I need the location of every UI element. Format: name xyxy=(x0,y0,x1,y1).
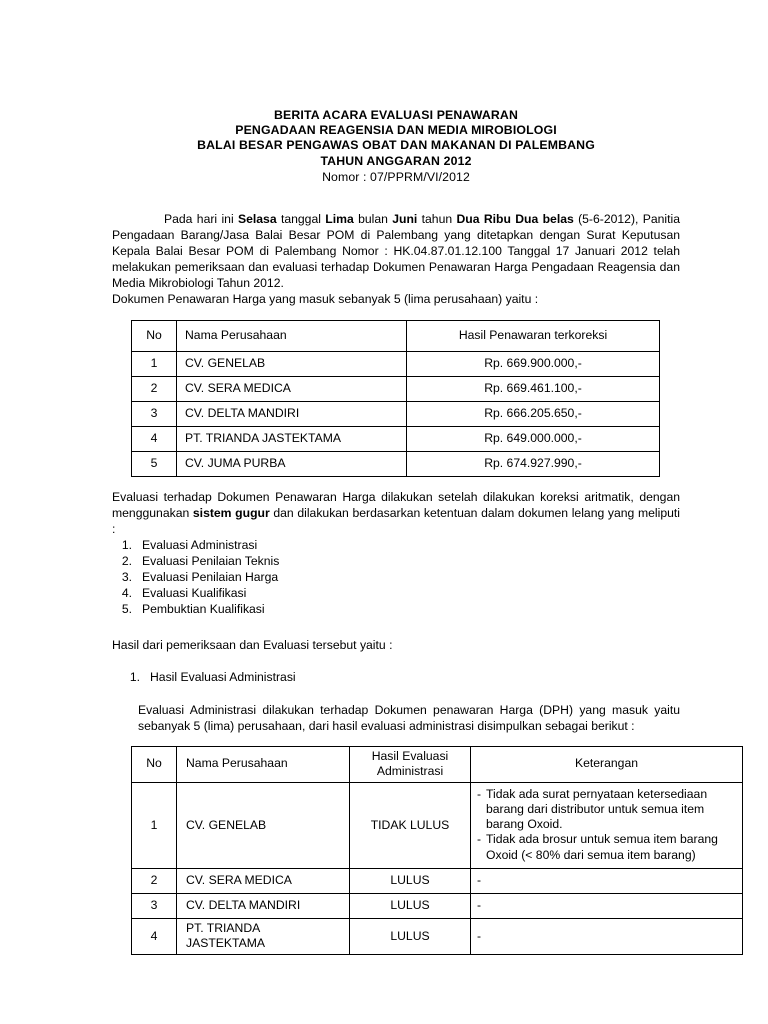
admin-table-header-row xyxy=(132,746,743,782)
table-row xyxy=(132,351,660,376)
intro-day: Selasa xyxy=(237,212,277,227)
table-row xyxy=(132,894,743,919)
admin-cell-company: CV. DELTA MANDIRI xyxy=(177,894,350,919)
list-item-number: 4. xyxy=(121,586,132,601)
admin-cell-note: - xyxy=(471,919,743,955)
list-item-number: 1. xyxy=(121,537,132,552)
list-item-number: 3. xyxy=(121,570,132,585)
title-line-1: BERITA ACARA EVALUASI PENAWARAN xyxy=(274,108,518,122)
offers-cell-company: CV. SERA MEDICA xyxy=(177,376,407,401)
dash-bullet: - xyxy=(477,786,482,801)
title-line-3: BALAI BESAR PENGAWAS OBAT DAN MAKANAN DI PALEMBANG xyxy=(197,138,595,153)
admin-cell-company: CV. GENELAB xyxy=(177,782,350,868)
admin-evaluation-table xyxy=(131,746,743,955)
admin-header-no: No xyxy=(132,746,177,782)
offers-cell-company: PT. TRIANDA JASTEKTAMA xyxy=(177,426,407,451)
offers-table xyxy=(131,320,660,477)
intro-month: Juni xyxy=(392,212,418,227)
status-badge: LULUS xyxy=(350,869,471,894)
table-row xyxy=(132,919,743,955)
offers-cell-company: CV. DELTA MANDIRI xyxy=(177,401,407,426)
list-item xyxy=(112,553,680,569)
status-badge: LULUS xyxy=(350,894,471,919)
list-item-number: 2. xyxy=(121,553,132,568)
admin-cell-note: - xyxy=(471,894,743,919)
results-section-list xyxy=(112,669,680,685)
list-item xyxy=(477,787,736,833)
offers-cell-amount: Rp. 649.000.000,- xyxy=(407,426,660,451)
offers-cell-amount: Rp. 674.927.990,- xyxy=(407,451,660,476)
admin-cell-no: 1 xyxy=(132,782,177,868)
status-badge: TIDAK LULUS xyxy=(350,782,471,868)
offers-cell-no: 3 xyxy=(132,401,177,426)
table-row xyxy=(132,782,743,868)
method-seg-2: dan dilakukan berdasarkan ketentuan dalam dokumen lelang yang meliputi : xyxy=(112,505,680,536)
admin-header-result xyxy=(350,746,471,782)
status-badge: LULUS xyxy=(350,919,471,955)
offers-cell-no: 4 xyxy=(132,426,177,451)
offers-header-company: Nama Perusahaan xyxy=(177,320,407,351)
intro-date: Lima xyxy=(325,212,354,227)
method-criteria-list xyxy=(112,537,680,617)
offers-table-header-row xyxy=(132,320,660,351)
method-paragraph xyxy=(112,489,680,537)
list-item xyxy=(112,569,680,585)
intro-seg-4: tahun xyxy=(417,212,457,227)
list-item-label: Evaluasi Kualifikasi xyxy=(142,586,247,601)
admin-header-result-line-1: Hasil Evaluasi xyxy=(371,748,449,763)
offers-cell-no: 2 xyxy=(132,376,177,401)
offers-cell-no: 5 xyxy=(132,451,177,476)
method-seg-1: Evaluasi terhadap Dokumen Penawaran Harga dilakukan setelah dilakukan koreksi aritmatik, dengan menggunakan xyxy=(112,489,680,520)
offers-cell-company: CV. JUMA PURBA xyxy=(177,451,407,476)
intro-seg-1: Pada hari ini xyxy=(164,212,238,227)
table-row xyxy=(132,401,660,426)
admin-note-list xyxy=(477,785,736,866)
list-item-number: 1. xyxy=(129,670,140,685)
admin-cell-no: 2 xyxy=(132,869,177,894)
list-item xyxy=(477,832,736,863)
admin-cell-note: - xyxy=(471,869,743,894)
offers-header-amount: Hasil Penawaran terkoreksi xyxy=(407,320,660,351)
intro-seg-5: (5-6-2012), Panitia Pengadaan Barang/Jasa Balai Besar POM di Palembang yang ditetapkan dengan Surat Keputusan Kepala Balai Besar POM di Palembang Nomor : HK.04.87.01.12.100 Tanggal 17 Januari 2012 telah melakukan pemeriksaan dan evaluasi terhadap Dokumen Penawaran Harga Pengadaan Reagensia dan Media Mikrobiologi Tahun 2012. xyxy=(112,212,680,291)
admin-cell-company-line-2: JASTEKTAMA xyxy=(186,936,266,951)
admin-cell-no: 3 xyxy=(132,894,177,919)
admin-header-note: Keterangan xyxy=(471,746,743,782)
offers-cell-no: 1 xyxy=(132,351,177,376)
admin-note-text: Tidak ada brosur untuk semua item barang Oxoid (< 80% dari semua item barang) xyxy=(486,832,718,862)
table-row xyxy=(132,451,660,476)
list-item xyxy=(112,601,680,617)
admin-header-company: Nama Perusahaan xyxy=(177,746,350,782)
offers-cell-company: CV. GENELAB xyxy=(177,351,407,376)
list-item-label: Evaluasi Administrasi xyxy=(142,537,258,552)
admin-cell-company xyxy=(177,919,350,955)
admin-cell-note xyxy=(471,782,743,868)
document-number: Nomor : 07/PPRM/VI/2012 xyxy=(322,169,470,184)
intro-count-line: Dokumen Penawaran Harga yang masuk sebanyak 5 (lima perusahaan) yaitu : xyxy=(112,292,539,307)
title-line-4: TAHUN ANGGARAN 2012 xyxy=(320,153,472,168)
list-item xyxy=(124,669,680,685)
admin-cell-company-line-1: PT. TRIANDA xyxy=(186,921,261,935)
results-section-paragraph: Evaluasi Administrasi dilakukan terhadap Dokumen penawaran Harga (DPH) yang masuk yaitu sebanyak 5 (lima) perusahaan, dari hasil evaluasi administrasi disimpulkan sebagai berikut : xyxy=(138,702,680,733)
intro-year: Dua Ribu Dua belas xyxy=(456,212,574,227)
list-item xyxy=(112,585,680,601)
intro-paragraph xyxy=(112,211,680,291)
admin-cell-company: CV. SERA MEDICA xyxy=(177,869,350,894)
list-item xyxy=(112,537,680,553)
offers-header-no: No xyxy=(132,320,177,351)
document-title-block xyxy=(112,108,680,169)
admin-header-result-line-2: Administrasi xyxy=(376,764,444,779)
list-item-label: Pembuktian Kualifikasi xyxy=(142,602,265,617)
document-body xyxy=(112,211,718,955)
admin-note-text: Tidak ada surat pernyataan ketersediaan barang dari distributor untuk semua item barang Oxoid. xyxy=(486,786,708,832)
offers-cell-amount: Rp. 669.900.000,- xyxy=(407,351,660,376)
table-row xyxy=(132,426,660,451)
offers-cell-amount: Rp. 666.205.650,- xyxy=(407,401,660,426)
list-item-label: Evaluasi Penilaian Harga xyxy=(142,570,279,585)
table-row xyxy=(132,376,660,401)
list-item-label: Hasil Evaluasi Administrasi xyxy=(150,670,296,685)
results-lead: Hasil dari pemeriksaan dan Evaluasi tersebut yaitu : xyxy=(112,638,393,653)
dash-bullet: - xyxy=(477,832,482,847)
admin-cell-no: 4 xyxy=(132,919,177,955)
list-item-label: Evaluasi Penilaian Teknis xyxy=(142,553,280,568)
title-line-2: PENGADAAN REAGENSIA DAN MEDIA MIROBIOLOGI xyxy=(235,123,557,138)
intro-seg-2: tanggal xyxy=(276,212,326,227)
intro-seg-3: bulan xyxy=(353,212,393,227)
method-system-bold: sistem gugur xyxy=(192,505,270,520)
list-item-number: 5. xyxy=(121,602,132,617)
table-row xyxy=(132,869,743,894)
offers-cell-amount: Rp. 669.461.100,- xyxy=(407,376,660,401)
